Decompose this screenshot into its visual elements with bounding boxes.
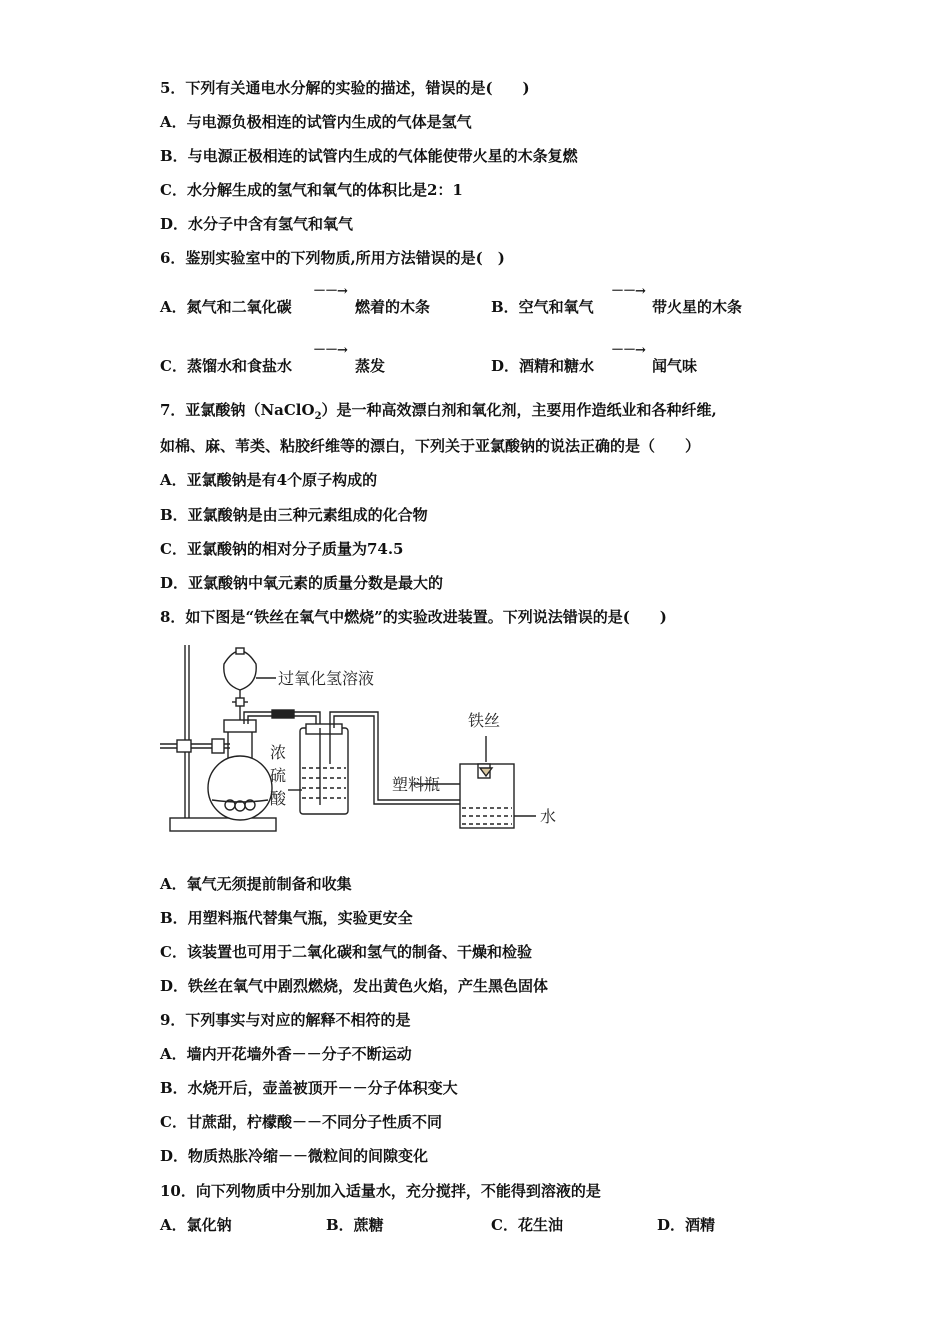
q8-option-d: D．铁丝在氧气中剧烈燃烧，发出黄色火焰，产生黑色固体	[160, 977, 549, 995]
q7-option-b: B．亚氯酸钠是由三种元素组成的化合物	[160, 506, 428, 524]
fig-label-iron-wire: 铁丝	[468, 711, 501, 730]
q5-option-d: D．水分子中含有氢气和氧气	[160, 215, 354, 233]
q10-option-b: B．蔗糖	[326, 1216, 384, 1234]
q6-option-a-arrow: －－→	[313, 284, 347, 299]
q8-apparatus-figure	[160, 640, 580, 840]
q5-option-c: C．水分解生成的氢气和氧气的体积比是2：1	[160, 181, 463, 199]
q6-option-d-method: 闻气味	[652, 357, 698, 375]
q7-stem-post: ）是一种高效漂白剂和氧化剂，主要用作造纸业和各种纤维,	[321, 401, 717, 419]
q9-stem: 9．下列事实与对应的解释不相符的是	[160, 1011, 411, 1029]
fig-label-acid-2: 硫	[270, 766, 287, 785]
q10-option-a: A．氯化钠	[160, 1216, 232, 1234]
q6-options-row-1	[160, 280, 880, 320]
q7-stem-line-2: 如棉、麻、苇类、粘胶纤维等的漂白，下列关于亚氯酸钠的说法正确的是（ ）	[160, 437, 701, 455]
q10-option-c: C．花生油	[491, 1216, 563, 1234]
q6-option-c-substances: C．蒸馏水和食盐水	[160, 357, 292, 375]
q8-option-c: C．该装置也可用于二氧化碳和氢气的制备、干燥和检验	[160, 943, 532, 961]
q10-options-row	[160, 1214, 880, 1236]
fig-label-h2o2: 过氧化氢溶液	[278, 669, 375, 688]
q5-option-b: B．与电源正极相连的试管内生成的气体能使带火星的木条复燃	[160, 147, 578, 165]
q5-stem: 5．下列有关通电水分解的实验的描述，错误的是( )	[160, 79, 530, 97]
q6-option-b-arrow: －－→	[611, 284, 645, 299]
q8-option-a: A．氧气无须提前制备和收集	[160, 875, 352, 893]
q7-stem-pre: 7．亚氯酸钠（NaClO	[160, 401, 315, 419]
q6-option-c-method: 蒸发	[355, 357, 386, 375]
q7-option-d: D．亚氯酸钠中氧元素的质量分数是最大的	[160, 574, 444, 592]
q9-option-c: C．甘蔗甜，柠檬酸－－不同分子性质不同	[160, 1113, 442, 1131]
fig-label-water: 水	[540, 807, 557, 826]
q6-option-b-method: 带火星的木条	[652, 298, 743, 316]
q6-option-d-arrow: －－→	[611, 343, 645, 358]
fig-label-acid-1: 浓	[270, 743, 287, 762]
q6-option-d-substances: D．酒精和糖水	[491, 357, 595, 375]
q7-stem-subscript: 2	[314, 411, 322, 422]
q6-option-b-substances: B．空气和氧气	[491, 298, 594, 316]
q6-stem: 6．鉴别实验室中的下列物质,所用方法错误的是( )	[160, 249, 505, 267]
q9-option-b: B．水烧开后，壶盖被顶开－－分子体积变大	[160, 1079, 458, 1097]
fig-label-acid-3: 酸	[270, 789, 287, 808]
q7-stem-line-1	[160, 400, 717, 427]
q10-stem: 10．向下列物质中分别加入适量水，充分搅拌，不能得到溶液的是	[160, 1182, 601, 1200]
q6-option-c-arrow: －－→	[313, 343, 347, 358]
q9-option-a: A．墙内开花墙外香－－分子不断运动	[160, 1045, 412, 1063]
q7-option-a: A．亚氯酸钠是有4个原子构成的	[160, 471, 378, 489]
q8-stem: 8．如下图是“铁丝在氧气中燃烧”的实验改进装置。下列说法错误的是( )	[160, 608, 667, 626]
q6-option-a-substances: A．氮气和二氧化碳	[160, 298, 292, 316]
q7-option-c: C．亚氯酸钠的相对分子质量为74.5	[160, 540, 404, 558]
q9-option-d: D．物质热胀冷缩－－微粒间的间隙变化	[160, 1147, 429, 1165]
q6-options-row-2	[160, 339, 880, 379]
q8-option-b: B．用塑料瓶代替集气瓶，实验更安全	[160, 909, 413, 927]
q6-option-a-method: 燃着的木条	[355, 298, 431, 316]
q5-option-a: A．与电源负极相连的试管内生成的气体是氢气	[160, 113, 472, 131]
q10-option-d: D．酒精	[657, 1216, 716, 1234]
fig-label-plastic-bottle: 塑料瓶	[392, 775, 441, 794]
